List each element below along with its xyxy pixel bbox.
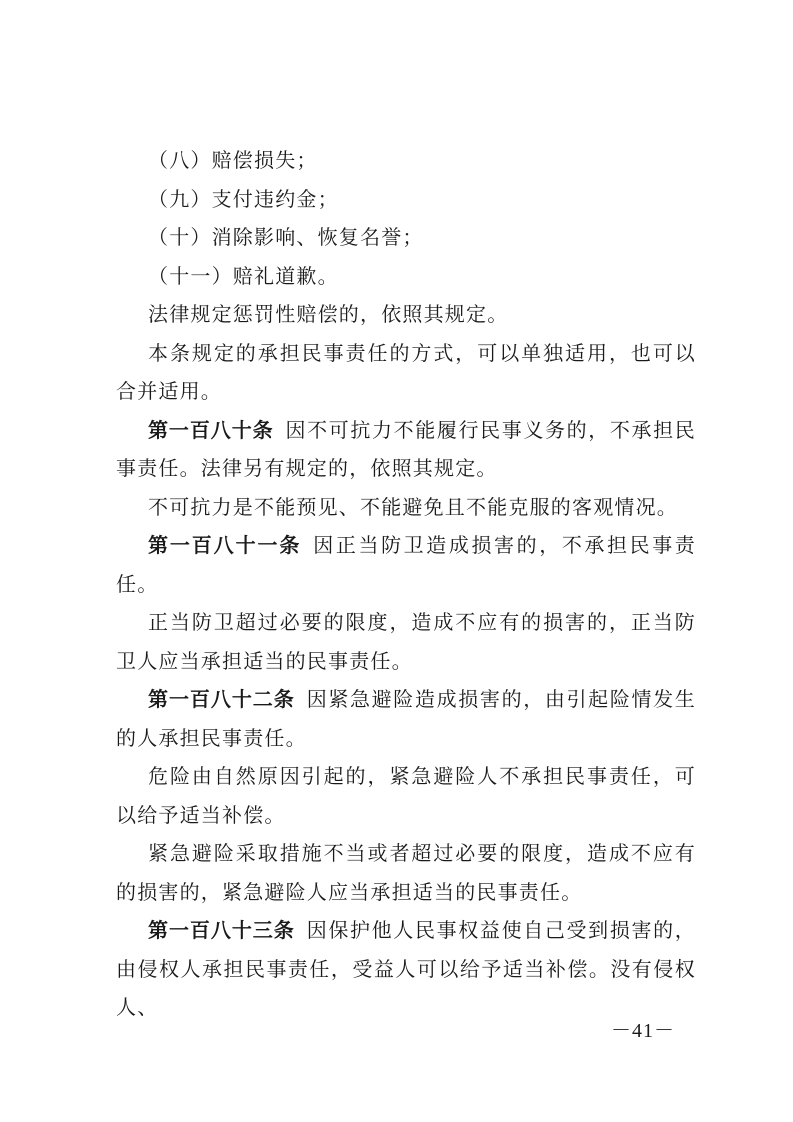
paragraph-item-10: （十）消除影响、恢复名誉； [148,225,424,249]
paragraph-item-8: （八）赔偿损失； [148,148,318,172]
paragraph-force-majeure: 不可抗力是不能预见、不能避免且不能克服的客观情况。 [148,494,678,519]
article-heading: 第一百八十条 [148,417,274,442]
article-heading: 第一百八十一条 [148,533,302,557]
article-182: 第一百八十二条 因紧急避险造成损害的，由引起险情发生的人承担民事责任。 [116,687,697,750]
paragraph-emergency-excess: 紧急避险采取措施不当或者超过必要的限度，造成不应有的损害的，紧急避险人应当承担适当的民事责任。 [116,841,696,904]
body-text [116,141,696,1027]
paragraph-application: 本条规定的承担民事责任的方式，可以单独适用，也可以合并适用。 [116,340,696,403]
paragraph-self-defense: 正当防卫超过必要的限度，造成不应有的损害的，正当防卫人应当承担适当的民事责任。 [116,610,696,673]
article-heading: 第一百八十三条 [148,918,295,942]
page-number: －41－ [611,1020,675,1042]
paragraph-natural-danger: 危险由自然原因引起的，紧急避险人不承担民事责任，可以给予适当补偿。 [116,764,696,827]
paragraph-item-11: （十一）赔礼道歉。 [148,263,339,288]
article-heading: 第一百八十二条 [148,687,295,711]
paragraph-item-9: （九）支付违约金； [148,186,339,211]
paragraph-punitive-damages: 法律规定惩罚性赔偿的，依照其规定。 [148,302,509,326]
article-183: 第一百八十三条 因保护他人民事权益使自己受到损害的，由侵权人承担民事责任，受益人可以给予适当补偿。没有侵权人、 [116,918,697,1019]
article-180: 第一百八十条 因不可抗力不能履行民事义务的，不承担民事责任。法律另有规定的，依照其规定。 [116,417,696,480]
article-181: 第一百八十一条 因正当防卫造成损害的，不承担民事责任。 [116,533,697,596]
